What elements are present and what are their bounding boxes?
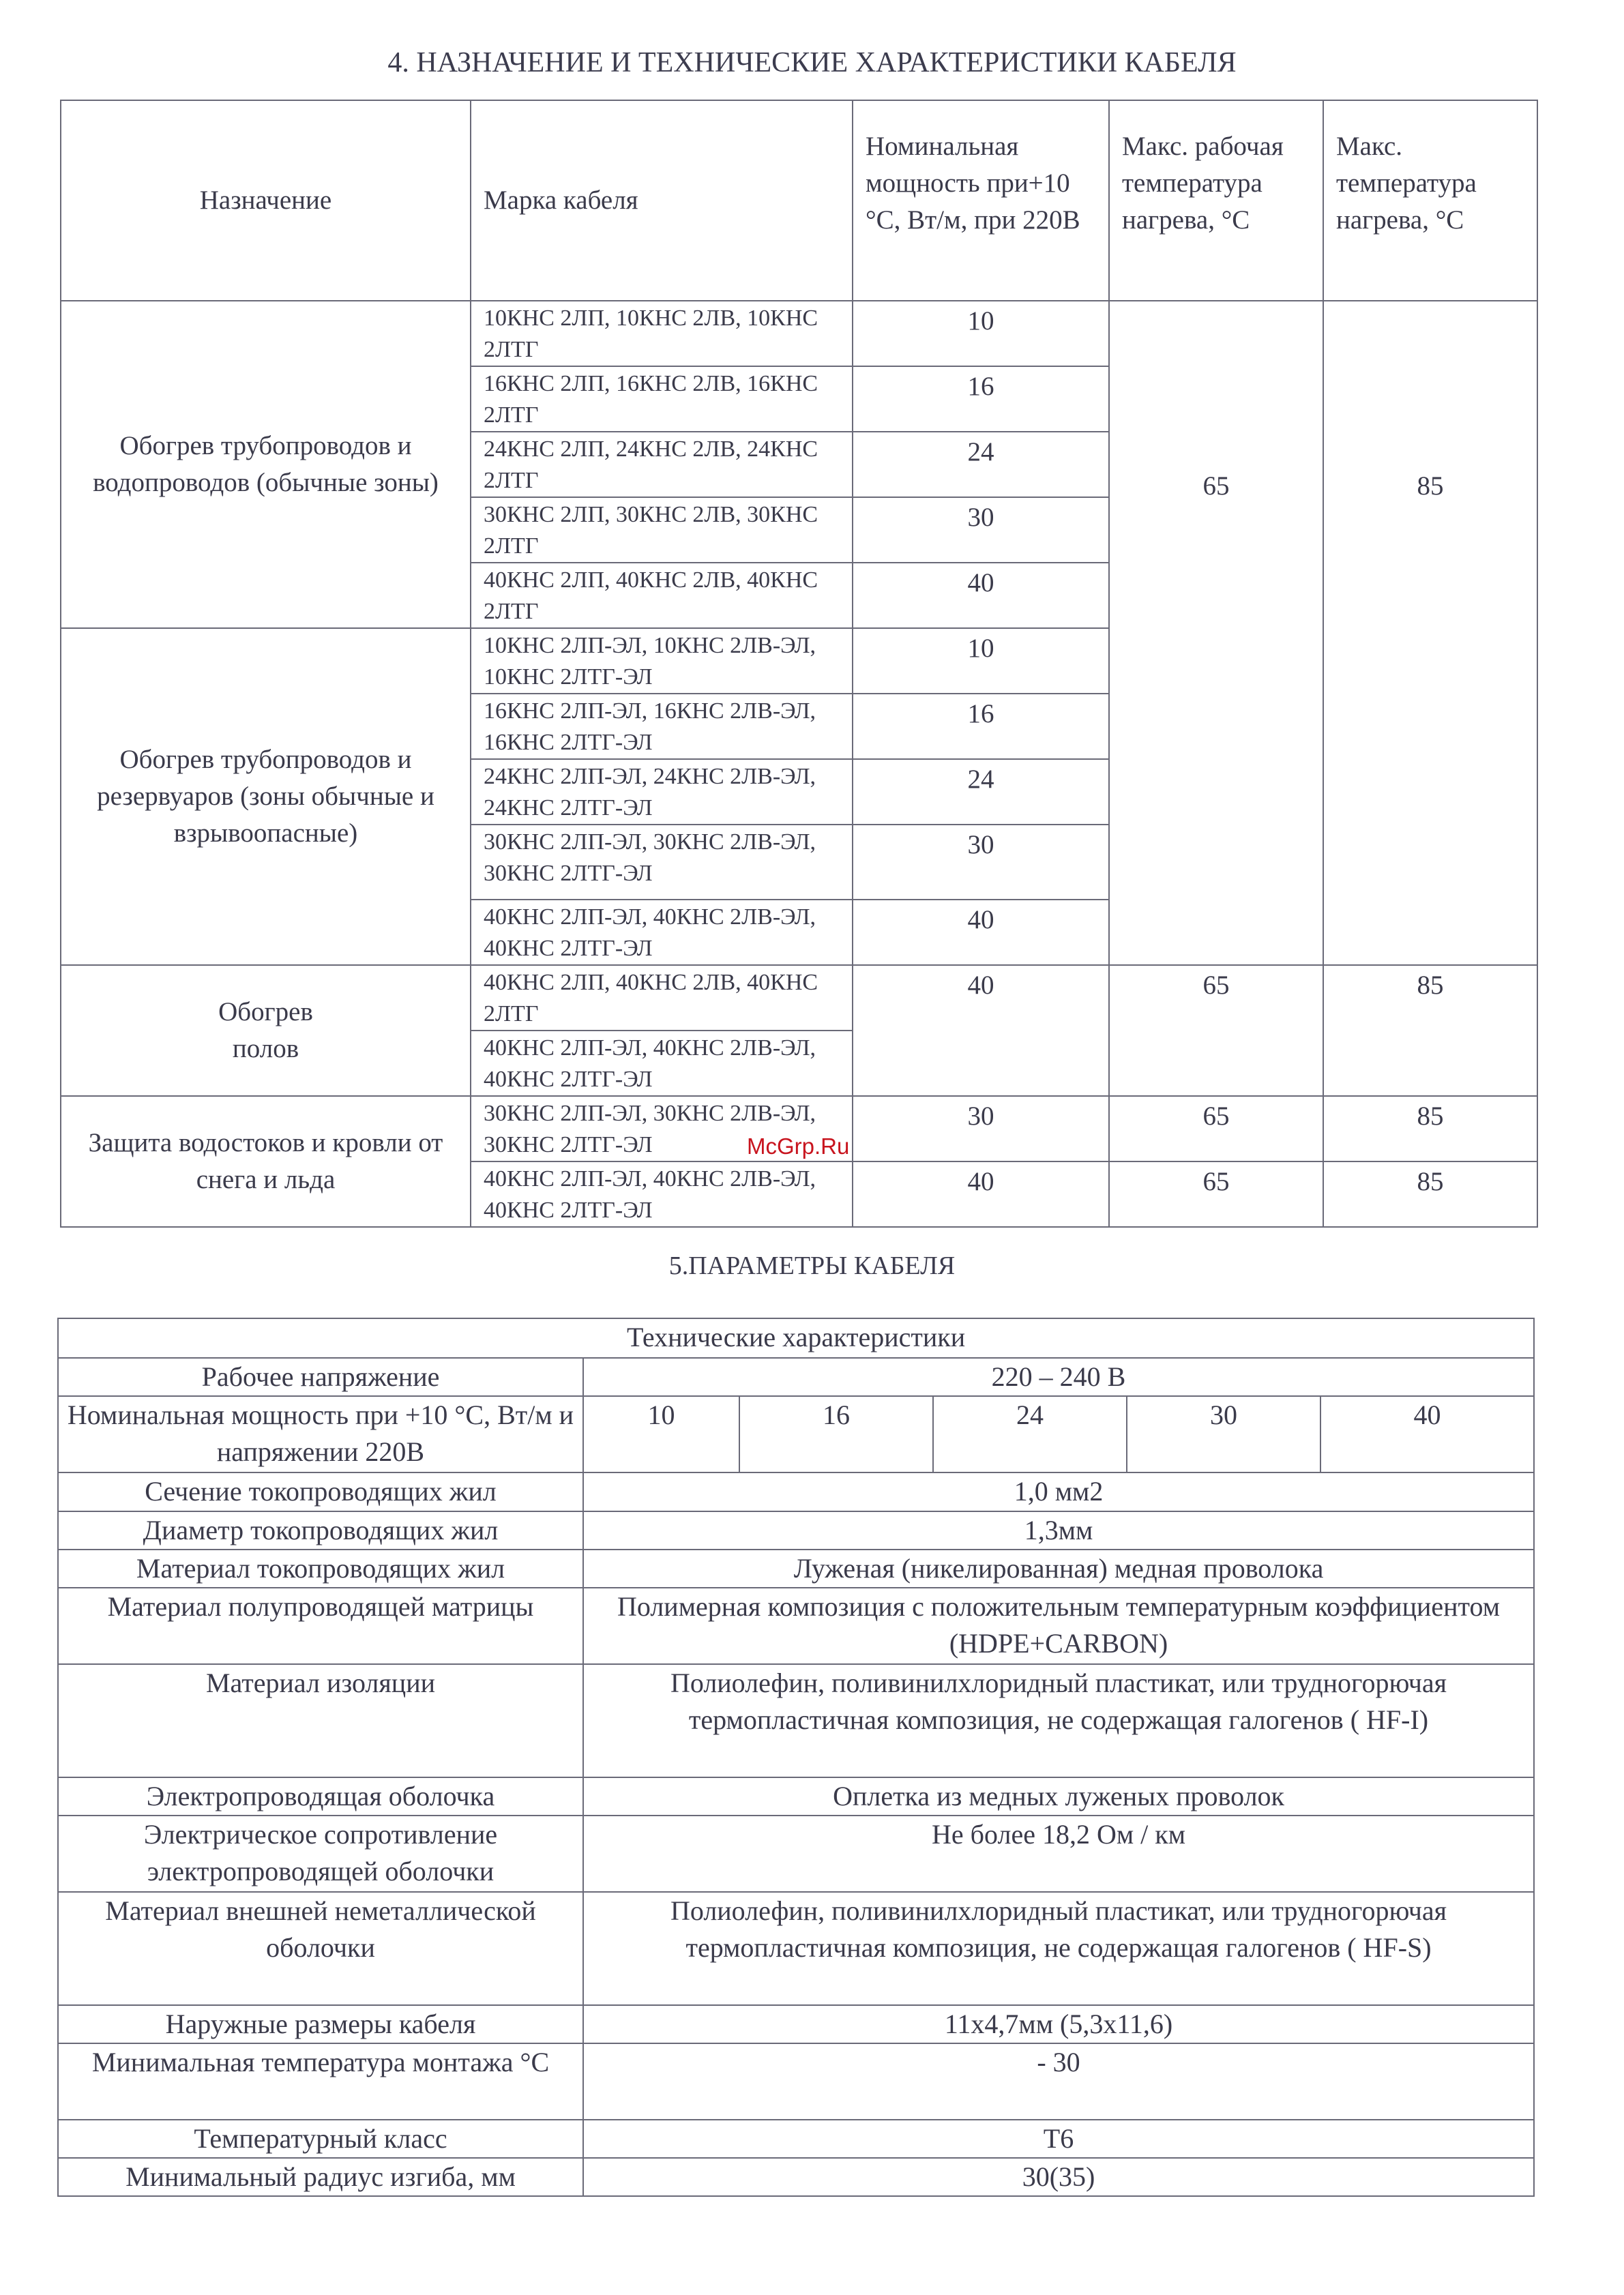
table-row [58,1588,1534,1664]
brand-cell: 40КНС 2ЛП-ЭЛ, 40КНС 2ЛВ-ЭЛ, 40КНС 2ЛТГ-ЭЛ [471,900,853,965]
power-value: 40 [1320,1396,1534,1472]
power-cell: 40 [853,563,1109,628]
param-label: Материал токопроводящих жил [58,1550,583,1588]
param-value: 1,3мм [583,1511,1534,1550]
table-row [58,1892,1534,2005]
brand-cell: 24КНС 2ЛП-ЭЛ, 24КНС 2ЛВ-ЭЛ, 24КНС 2ЛТГ-ЭЛ [471,759,853,825]
param-label: Материал полупроводящей матрицы [58,1588,583,1664]
param-label: Материал изоляции [58,1664,583,1777]
max-work-temp-cell: 65 [1109,301,1323,965]
param-value: Полимерная композиция с положительным температурным коэффициентом (HDPE+CARBON) [583,1588,1534,1664]
power-cell: 30 [853,497,1109,563]
param-value: Оплетка из медных луженых проволок [583,1777,1534,1816]
header-power: Номинальная мощность при+10 °С, Вт/м, при 220В [853,100,1109,301]
param-label: Материал внешней неметаллической оболочки [58,1892,583,2005]
param-value: Луженая (никелированная) медная проволока [583,1550,1534,1588]
max-heat-temp-cell: 85 [1323,965,1537,1096]
param-label: Рабочее напряжение [58,1358,583,1396]
table-row [58,1472,1534,1511]
param-label: Температурный класс [58,2120,583,2158]
power-value: 16 [739,1396,933,1472]
table-row [58,1816,1534,1892]
cable-purpose-table [60,100,1538,1228]
max-heat-temp-cell: 85 [1323,1161,1537,1227]
tech-header-cell: Технические характеристики [58,1318,1534,1358]
brand-cell: 30КНС 2ЛП-ЭЛ, 30КНС 2ЛВ-ЭЛ, 30КНС 2ЛТГ-ЭЛ [471,825,853,900]
param-label: Номинальная мощность при +10 °С, Вт/м и напряжении 220В [58,1396,583,1472]
power-cell: 16 [853,366,1109,432]
table-row [58,2120,1534,2158]
param-value: Т6 [583,2120,1534,2158]
param-label: Минимальная температура монтажа °С [58,2043,583,2120]
param-label: Электрическое сопротивление электропроводящей оболочки [58,1816,583,1892]
purpose-cell: Обогрев трубопроводов и резервуаров (зоны обычные и взрывоопасные) [61,628,471,965]
floor-purpose-text: Обогрев полов [218,997,313,1063]
param-value: Полиолефин, поливинилхлоридный пластикат, или трудногорючая термопластичная композиция, не содержащая галогенов ( HF-I) [583,1664,1534,1777]
purpose-cell: Обогрев трубопроводов и водопроводов (обычные зоны) [61,301,471,628]
header-max-work-temp: Макс. рабочая температура нагрева, °С [1109,100,1323,301]
table-row [58,1664,1534,1777]
section-4-title: 4. НАЗНАЧЕНИЕ И ТЕХНИЧЕСКИЕ ХАРАКТЕРИСТИКИ КАБЕЛЯ [387,47,1237,78]
max-work-temp-cell: 65 [1109,1096,1323,1161]
power-cell: 40 [853,965,1109,1096]
param-value: Полиолефин, поливинилхлоридный пластикат, или трудногорючая термопластичная композиция, не содержащая галогенов ( HF-S) [583,1892,1534,2005]
brand-cell: 24КНС 2ЛП, 24КНС 2ЛВ, 24КНС 2ЛТГ [471,432,853,497]
brand-cell: 10КНС 2ЛП, 10КНС 2ЛВ, 10КНС 2ЛТГ [471,301,853,366]
table-row [58,2158,1534,2196]
max-heat-temp-cell: 85 [1323,1096,1537,1161]
section-5-title: 5.ПАРАМЕТРЫ КАБЕЛЯ [668,1252,956,1280]
table-row [58,2043,1534,2120]
header-row [61,100,1537,301]
max-heat-temp-cell: 85 [1323,301,1537,965]
purpose-cell: Защита водостоков и кровли от снега и льда [61,1096,471,1227]
power-cell: 40 [853,900,1109,965]
param-label: Наружные размеры кабеля [58,2005,583,2043]
param-value: 30(35) [583,2158,1534,2196]
brand-cell: 16КНС 2ЛП-ЭЛ, 16КНС 2ЛВ-ЭЛ, 16КНС 2ЛТГ-ЭЛ [471,694,853,759]
brand-cell: 40КНС 2ЛП, 40КНС 2ЛВ, 40КНС 2ЛТГ [471,965,853,1031]
power-cell: 30 [853,1096,1109,1161]
watermark: McGrp.Ru [747,1134,850,1159]
param-label: Электропроводящая оболочка [58,1777,583,1816]
power-cell: 16 [853,694,1109,759]
param-value: - 30 [583,2043,1534,2120]
power-cell: 10 [853,628,1109,694]
param-label: Минимальный радиус изгиба, мм [58,2158,583,2196]
purpose-cell [61,965,471,1096]
power-cell: 40 [853,1161,1109,1227]
table-row [58,1550,1534,1588]
header-max-heat-temp: Макс. температура нагрева, °С [1323,100,1537,301]
power-value: 24 [933,1396,1127,1472]
header-purpose: Назначение [61,100,471,301]
param-value: 11х4,7мм (5,3х11,6) [583,2005,1534,2043]
power-cell: 24 [853,759,1109,825]
power-value: 10 [583,1396,739,1472]
brand-cell: 40КНС 2ЛП-ЭЛ, 40КНС 2ЛВ-ЭЛ, 40КНС 2ЛТГ-ЭЛ [471,1161,853,1227]
power-value: 30 [1127,1396,1320,1472]
param-label: Диаметр токопроводящих жил [58,1511,583,1550]
power-cell: 30 [853,825,1109,900]
power-cell: 24 [853,432,1109,497]
brand-cell: 40КНС 2ЛП, 40КНС 2ЛВ, 40КНС 2ЛТГ [471,563,853,628]
param-label: Сечение токопроводящих жил [58,1472,583,1511]
cable-parameters-table [57,1318,1535,2197]
param-value: 220 – 240 В [583,1358,1534,1396]
table-row [61,301,1537,366]
table-row [61,965,1537,1031]
power-cell: 10 [853,301,1109,366]
brand-cell: 16КНС 2ЛП, 16КНС 2ЛВ, 16КНС 2ЛТГ [471,366,853,432]
table-row [58,2005,1534,2043]
param-value: 1,0 мм2 [583,1472,1534,1511]
max-work-temp-cell: 65 [1109,965,1323,1096]
max-work-temp-cell: 65 [1109,1161,1323,1227]
param-value: Не более 18,2 Ом / км [583,1816,1534,1892]
table-row [58,1318,1534,1358]
brand-cell: 40КНС 2ЛП-ЭЛ, 40КНС 2ЛВ-ЭЛ, 40КНС 2ЛТГ-ЭЛ [471,1031,853,1096]
table-row [58,1511,1534,1550]
table-row [58,1358,1534,1396]
header-brand: Марка кабеля [471,100,853,301]
brand-cell: 10КНС 2ЛП-ЭЛ, 10КНС 2ЛВ-ЭЛ, 10КНС 2ЛТГ-ЭЛ [471,628,853,694]
table-row [58,1777,1534,1816]
table-row [58,1396,1534,1472]
brand-cell: 30КНС 2ЛП-ЭЛ, 30КНС 2ЛВ-ЭЛ, 30КНС 2ЛТГ-ЭЛ [471,1096,853,1161]
brand-cell: 30КНС 2ЛП, 30КНС 2ЛВ, 30КНС 2ЛТГ [471,497,853,563]
